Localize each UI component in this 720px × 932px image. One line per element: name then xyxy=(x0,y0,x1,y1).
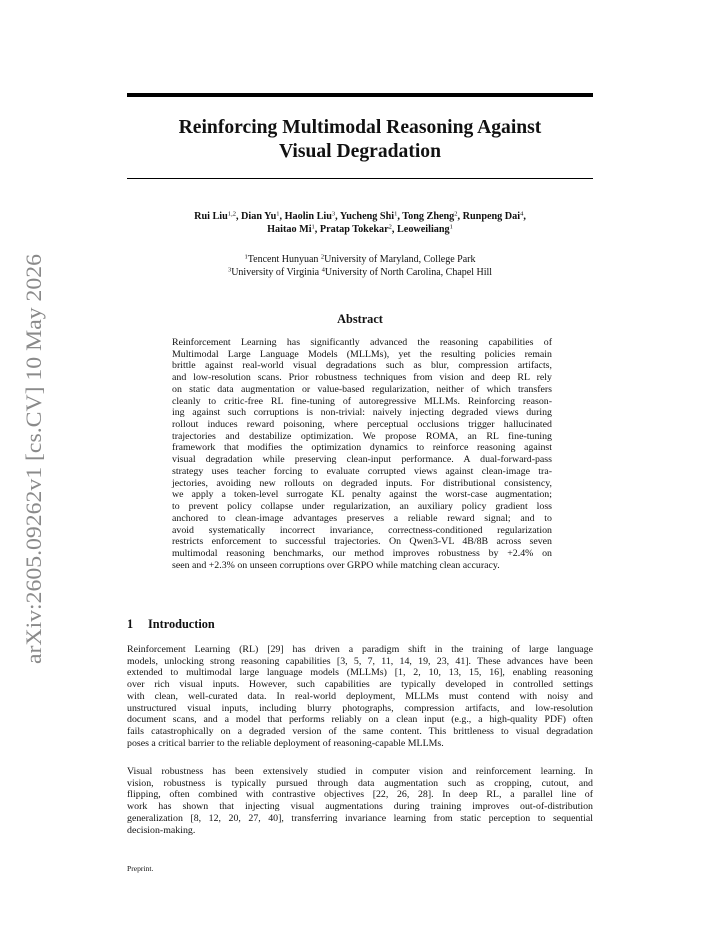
author-line: Haitao Mi$^1$, Pratap Tokekar$^2$, Leoweiliang$^1$ xyxy=(267,222,453,235)
abstract-line: ing against such corruptions is non-trivial: naively injecting degraded views during xyxy=(172,407,552,419)
abstract-line: anchored to clean-image advantages preserves a reliable reward signal; and to xyxy=(172,512,552,524)
abstract-line: restricts enforcement to successful trajectories. On Qwen3-VL 4B/8B across seven xyxy=(172,536,552,548)
intro-line: Visual robustness has been extensively studied in computer vision and reinforcement learning. In xyxy=(127,766,593,777)
abstract-line: visual degradation while preserving clean-input performance. A dual-forward-pass xyxy=(172,454,552,466)
abstract-line: on static data augmentation or value-based regularization, neither of which transfers xyxy=(172,383,552,395)
author-affiliation-mark: 2 xyxy=(388,222,392,230)
intro-line: decision-making. xyxy=(127,824,196,836)
author xyxy=(194,211,236,222)
author-list xyxy=(127,211,593,236)
author xyxy=(402,211,457,222)
author xyxy=(320,224,392,235)
author xyxy=(397,224,453,235)
paper-title-line: Visual Degradation xyxy=(278,141,442,162)
abstract-line: trajectories and destabilize optimization. We propose ROMA, an RL fine-tuning xyxy=(172,430,552,442)
affiliation-mark: 3 xyxy=(227,266,232,274)
affiliation-list xyxy=(127,253,593,279)
arxiv-identifier-sidebar xyxy=(20,254,48,664)
author-name: Tong Zheng xyxy=(402,211,455,222)
affiliation-name: University of Maryland, College Park xyxy=(324,254,476,265)
abstract-line: to prevent policy collapse under regularization, an auxiliary policy gradient loss xyxy=(172,501,552,513)
abstract-line: rollout induces reward poisoning, where perceptual occlusions trigger hallucinated xyxy=(172,419,552,431)
abstract-line: avoid systematically incorrect invariance, correctness-conditioned regularization xyxy=(172,524,552,536)
author-name: Yucheng Shi xyxy=(339,211,395,222)
intro-line: vision, robustness is typically pursued through data augmentation such as cropping, cutout, and xyxy=(127,777,593,789)
author xyxy=(241,211,279,222)
author-affiliation-mark: 3 xyxy=(331,210,336,218)
author-name: Haitao Mi xyxy=(267,223,312,235)
intro-line: fails catastrophically on a degraded version of the same content. This brittleness to visual degradation xyxy=(127,726,593,738)
affiliation-line xyxy=(127,253,593,266)
intro-line: Reinforcement Learning (RL) [29] has driven a paradigm shift in the training of large language xyxy=(127,644,593,655)
intro-line: generalization [8, 12, 20, 27, 40], transferring invariance learning from static perception to sequential xyxy=(127,812,593,824)
intro-paragraph-1 xyxy=(127,644,593,749)
abstract-line: and low-resolution scans. Prior robustness techniques from vision and deep RL rely xyxy=(172,372,552,384)
affiliation-mark: 4 xyxy=(321,266,325,274)
affiliation-name: Tencent Hunyuan xyxy=(247,254,321,265)
abstract-line: multimodal reasoning benchmarks, our method improves robustness by +2.4% on xyxy=(172,547,552,559)
intro-line: unstructured visual inputs, including blurry photographs, compression artifacts, and low-resolution xyxy=(127,702,593,714)
intro-line: with clean, well-curated data. In real-world deployment, MLLMs must contend with noisy and xyxy=(127,690,593,702)
paper-title-line: Reinforcing Multimodal Reasoning Against xyxy=(178,117,542,138)
abstract-line: jectories, avoiding new rollouts on degraded inputs. For distributional consistency, xyxy=(172,477,552,489)
author-name: Dian Yu xyxy=(241,211,277,222)
paper-title xyxy=(127,116,593,164)
affiliation-mark: 1 xyxy=(244,253,248,261)
author-affiliation-mark: 1 xyxy=(449,222,453,230)
author xyxy=(285,211,336,222)
abstract-line: strategy uses teacher forcing to evaluate corrupted views against clean-image tra- xyxy=(172,465,552,477)
author-name: Pratap Tokekar xyxy=(319,223,389,235)
abstract-line: we apply a token-level surrogate KL penalty against the worst-case augmentation; xyxy=(172,489,552,501)
abstract-line: seen and +2.3% on unseen corruptions over GRPO while matching clean accuracy. xyxy=(172,559,500,571)
author-line: Rui Liu$^{1,2}$, Dian Yu$^1$, Haolin Liu$^3$, Yucheng Shi$^1$, Tong Zheng$^2$, Runpeng Dai$^4$, xyxy=(194,210,526,222)
intro-line: flipping, often combined with contrastive objectives [22, 26, 28]. In deep RL, a parallel line of xyxy=(127,789,593,801)
abstract-line: Multimodal Large Language Models (MLLMs), yet the resulting policies remain xyxy=(172,348,552,360)
affiliation-mark: 2 xyxy=(320,253,325,261)
author xyxy=(340,211,398,222)
preprint-note: Preprint. xyxy=(127,864,154,873)
intro-line: over rich visual inputs. However, such capabilities are typically developed in controlled settings xyxy=(127,679,593,691)
section-title: Introduction xyxy=(148,617,215,631)
title-top-rule xyxy=(127,93,593,97)
abstract-body xyxy=(172,337,552,571)
intro-line: models, unlocking strong reasoning capabilities [3, 5, 7, 11, 14, 19, 23, 41]. These advances have been xyxy=(127,655,593,667)
author-affiliation-mark: 2 xyxy=(454,210,458,218)
affiliation-line xyxy=(127,266,593,279)
author-name: Leoweiliang xyxy=(397,223,450,235)
abstract-line: Reinforcement Learning has significantly advanced the reasoning capabilities of xyxy=(172,337,552,348)
intro-line: extended to multimodal large language models (MLLMs) [1, 2, 10, 13, 15, 16], enabling reasoning xyxy=(127,667,593,679)
section-number: 1 xyxy=(127,617,134,631)
author-name: Haolin Liu xyxy=(284,211,332,222)
author-name: Rui Liu xyxy=(194,211,228,222)
arxiv-identifier: arXiv:2605.09262v1 [cs.CV] 10 May 2026 xyxy=(21,275,46,664)
author xyxy=(463,211,524,222)
intro-line: document scans, and a model that performs reliably on a clean input (e.g., a high-quality PDF) often xyxy=(127,714,593,726)
intro-paragraph-2 xyxy=(127,766,593,836)
affiliation-name: University of Virginia xyxy=(231,267,322,278)
abstract-line: brittle against real-world visual degradations such as blur, compression artifacts, xyxy=(172,360,552,372)
author xyxy=(267,224,315,235)
title-bottom-rule xyxy=(127,178,593,179)
author-affiliation-mark: 1 xyxy=(311,222,315,230)
author-affiliation-mark: 1,2 xyxy=(227,210,236,218)
abstract-line: framework that modifies the optimization dynamics to reinforce reasoning against xyxy=(172,442,552,454)
affiliation-name: University of North Carolina, Chapel Hill xyxy=(324,267,493,278)
author-name: Runpeng Dai xyxy=(462,211,521,222)
section-heading-introduction xyxy=(127,617,215,632)
abstract-line: cleanly to critic-free RL fine-tuning of autoregressive MLLMs. Reinforcing reason- xyxy=(172,395,552,407)
abstract-heading: Abstract xyxy=(337,312,383,326)
author-affiliation-mark: 1 xyxy=(276,210,280,218)
author-affiliation-mark: 4 xyxy=(520,210,524,218)
intro-line: poses a critical barrier to the reliable deployment of reasoning-capable MLLMs. xyxy=(127,737,444,749)
author-affiliation-mark: 1 xyxy=(394,210,398,218)
intro-line: work has shown that injecting visual augmentations during training improves out-of-distribution xyxy=(127,801,593,813)
